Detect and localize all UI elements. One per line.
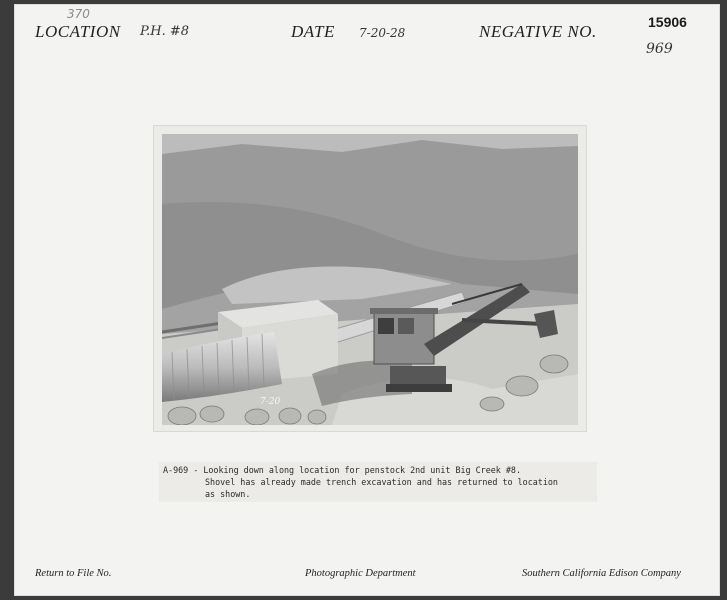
photo-caption — [159, 462, 597, 502]
photo-record-card — [14, 4, 720, 596]
footer-return-to-file: Return to File No. — [35, 568, 112, 579]
negative-number-handwritten: 969 — [646, 41, 673, 57]
location-value: P.H. #8 — [140, 24, 190, 39]
photo-illustration — [162, 134, 578, 425]
caption-line-2: Shovel has already made trench excavation and has returned to location — [205, 477, 558, 487]
photo-mount — [154, 126, 586, 431]
negative-number-stamp: 15906 — [648, 14, 687, 30]
caption-line-1: A-969 - Looking down along location for penstock 2nd unit Big Creek #8. — [163, 465, 521, 475]
negative-label: NEGATIVE NO. — [479, 22, 597, 41]
footer-department: Photographic Department — [305, 568, 416, 579]
scratched-date: 7-20 — [260, 397, 281, 407]
date-value: 7-20-28 — [359, 26, 406, 40]
construction-photo — [162, 134, 578, 425]
pencil-number: 370 — [67, 7, 90, 21]
location-label: LOCATION — [35, 22, 121, 41]
caption-line-3: as shown. — [205, 489, 251, 499]
footer-company: Southern California Edison Company — [522, 568, 681, 579]
date-label: DATE — [291, 22, 335, 41]
